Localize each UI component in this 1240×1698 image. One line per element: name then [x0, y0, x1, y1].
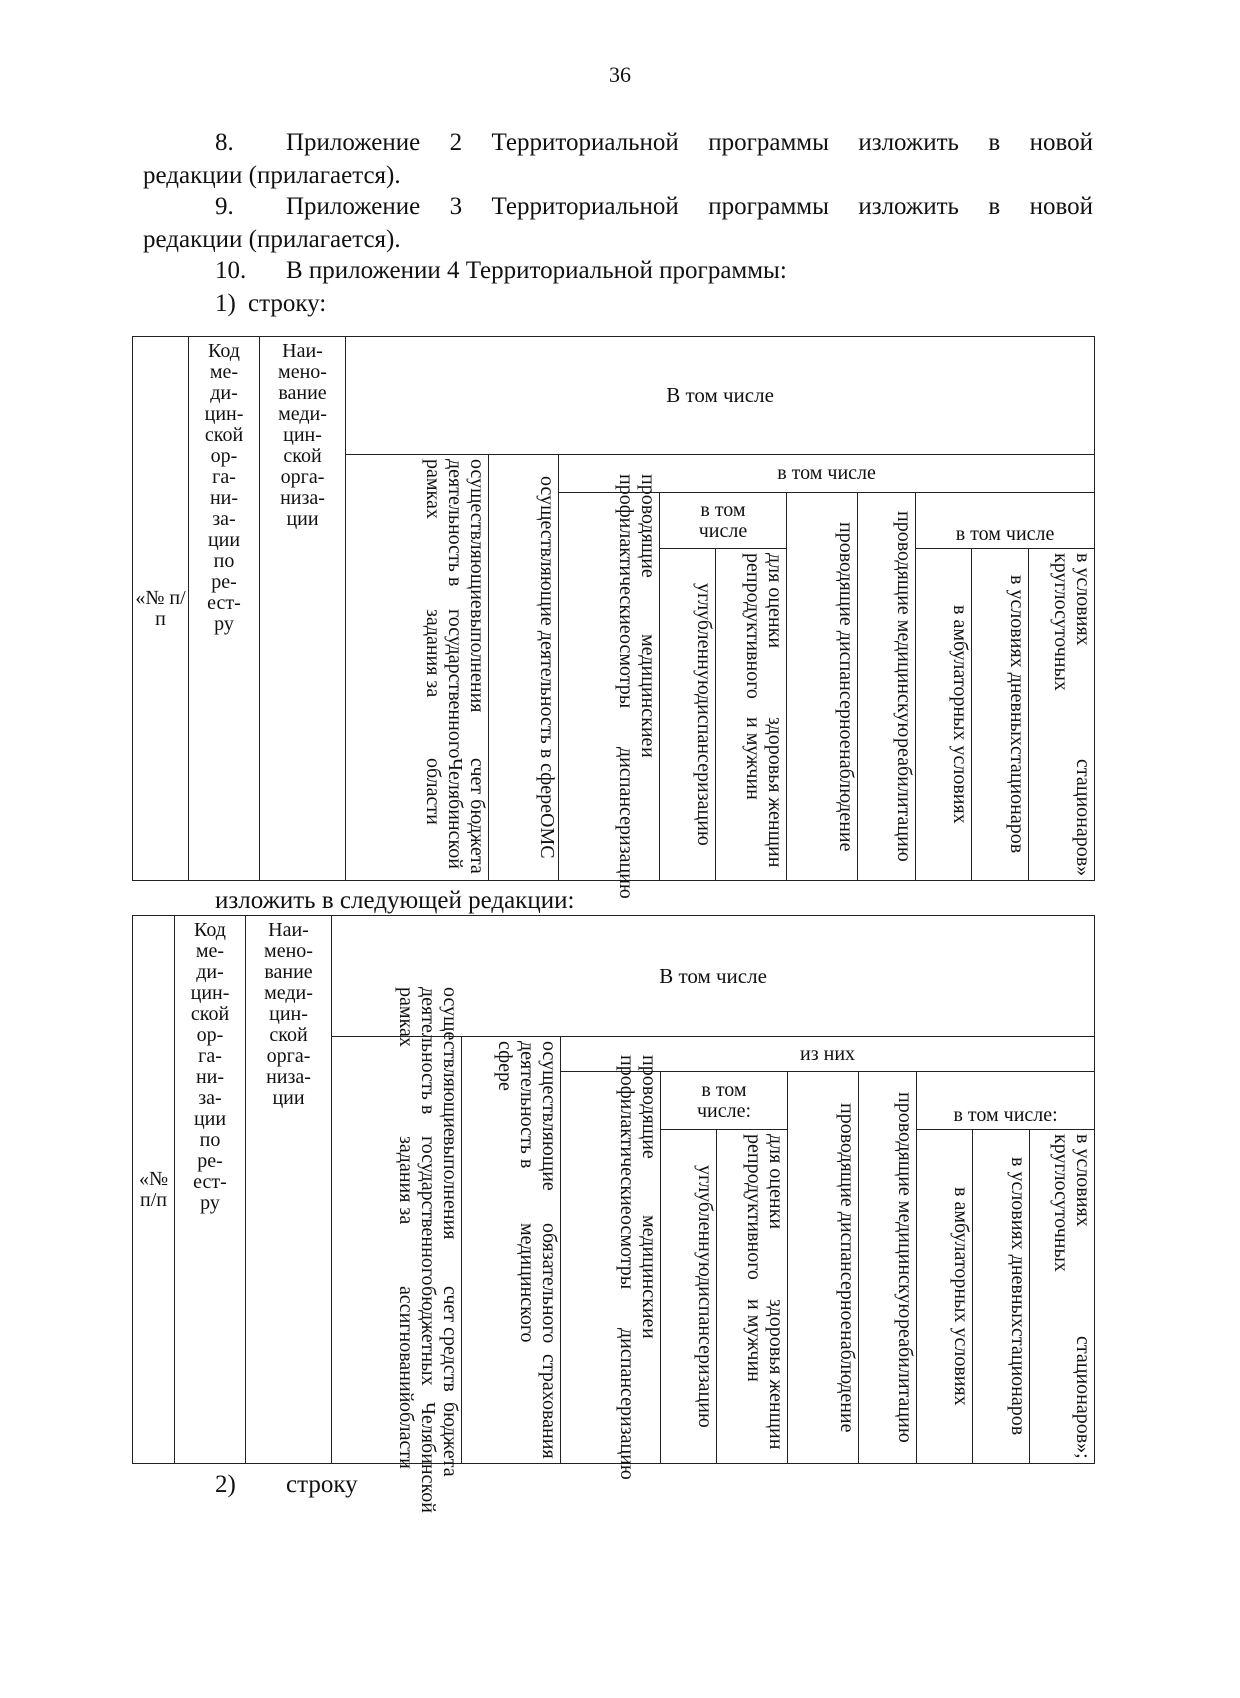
page-number: 36 [609, 62, 631, 87]
col-code-header: Код ме- ди- цин- ской ор- га- ни- за- ции по ре- ест- ру [189, 337, 260, 881]
including-3-header: в том числе [916, 493, 1095, 549]
col-name-header: Наи- мено- вание меди- цин- ской орга- низа- ции [260, 337, 346, 881]
col-oms: осуществляющие деятельность в сфере ОМС [489, 455, 559, 881]
paragraph-9-text: Приложение 3 Территориальной программы изложить в новой [286, 193, 1093, 220]
including-header: В том числе [332, 916, 1095, 1037]
col-outpatient: в амбулаторных условиях [916, 549, 972, 881]
col-number-header: «№ п/п [133, 337, 189, 881]
transition-text: изложить в следующей редакции: [215, 887, 575, 914]
subitem-1-number: 1) [215, 290, 236, 317]
col-day-hospital: в условиях дневных стационаров [972, 549, 1029, 881]
table-old-row [132, 336, 1095, 899]
paragraph-8-number: 8. [215, 129, 234, 156]
col-outpatient: в амбулаторных условиях [917, 1130, 973, 1464]
col-name-header: Наи- мено- вание меди- цин- ской орга- низа- ции [246, 916, 332, 1464]
col-number-header: «№ п/п [133, 916, 175, 1464]
col-in-depth: углубленную диспансеризацию [660, 549, 716, 881]
col-dispensary: проводящие диспансерное наблюдение [787, 493, 858, 881]
col-round-clock: в условиях круглосуточных стационаров»; [1030, 1130, 1095, 1464]
subitem-1-text: строку: [248, 290, 327, 317]
col-rehabilitation: проводящие медицинскую реабилитацию [859, 1072, 917, 1464]
col-state-assignment: осуществляющие деятельность в рамках выполнения государственного задания за счет средств бюджетных ассигнований бюджета Челябинской области [332, 1037, 462, 1464]
sub-including-header: в том числе [559, 455, 1095, 493]
paragraph-9-continuation: редакции (прилагается). [143, 226, 401, 253]
including-3-header: в том числе: [917, 1072, 1095, 1130]
paragraph-10-text: В приложении 4 Территориальной программы: [286, 257, 787, 284]
paragraph-9-number: 9. [215, 193, 234, 220]
col-preventive: проводящие профилактические медицинские осмотры и диспансеризацию [561, 1072, 661, 1464]
including-2-header: в том числе: [661, 1072, 788, 1130]
col-in-depth: углубленную диспансеризацию [661, 1130, 717, 1464]
subitem-2-text: строку [286, 1471, 358, 1498]
paragraph-10-number: 10. [215, 257, 247, 284]
col-oms: осуществляющие деятельность в сфере обязательного медицинского страхования [462, 1037, 561, 1464]
sub-including-header: из них [561, 1037, 1095, 1072]
including-2-header: в том числе [660, 493, 787, 549]
col-reproductive: для оценки репродуктивного здоровья женщин и мужчин [717, 1130, 788, 1464]
col-code-header: Код ме- ди- цин- ской ор- га- ни- за- ции по ре- ест- ру [175, 916, 246, 1464]
including-header: В том числе [346, 337, 1095, 455]
paragraph-8-text: Приложение 2 Территориальной программы изложить в новой [286, 129, 1093, 156]
col-round-clock: в условиях круглосуточных стационаров» [1029, 549, 1095, 881]
col-state-assignment: осуществляющие деятельность в рамках выполнения государственного задания за счет бюджета Челябинской области [346, 455, 489, 881]
col-preventive: проводящие профилактические медицинские осмотры и диспансеризацию [559, 493, 660, 881]
paragraph-8-continuation: редакции (прилагается). [143, 162, 401, 189]
col-day-hospital: в условиях дневных стационаров [973, 1130, 1030, 1464]
col-reproductive: для оценки репродуктивного здоровья женщин и мужчин [716, 549, 787, 881]
col-rehabilitation: проводящие медицинскую реабилитацию [858, 493, 916, 881]
subitem-2-number: 2) [215, 1471, 236, 1498]
col-dispensary: проводящие диспансерное наблюдение [788, 1072, 859, 1464]
